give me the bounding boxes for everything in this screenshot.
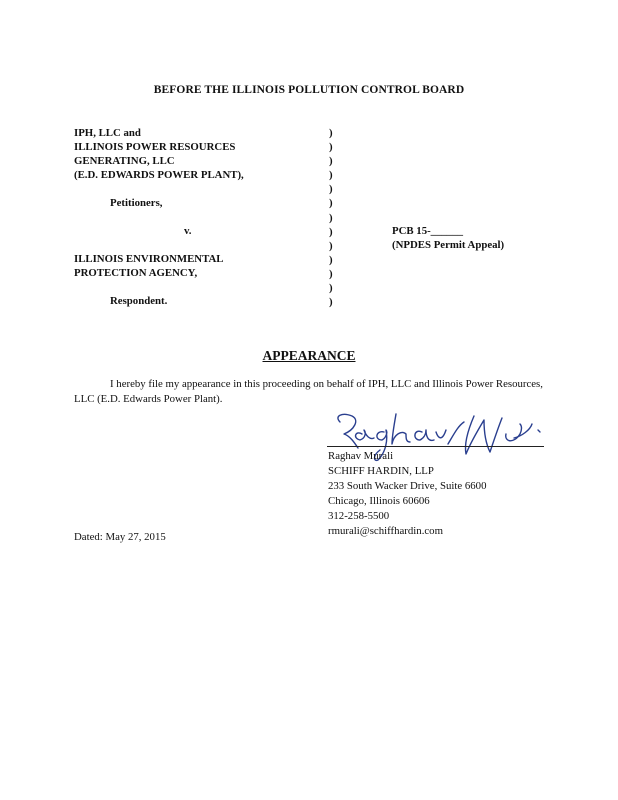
signature-block [328,449,486,539]
respondent-line-1: ILLINOIS ENVIRONMENTAL [74,253,224,265]
appearance-paragraph: I hereby file my appearance in this proceeding on behalf of IPH, LLC and Illinois Power Resources, LLC (E.D. Edwards Power Plant). [74,378,543,405]
firm-name: SCHIFF HARDIN, LLP [328,465,434,477]
address-line-1: 233 South Wacker Drive, Suite 6600 [328,480,487,492]
case-number: PCB 15-______ [392,225,464,237]
document-title: APPEARANCE [262,348,356,363]
email-address: rmurali@schiffhardin.com [328,525,443,537]
petitioners-label: Petitioners, [110,197,163,209]
attorney-name: Raghav Murali [328,450,394,462]
respondent-line-2: PROTECTION AGENCY, [74,267,198,279]
signature-line [327,446,544,447]
petitioner-line-4: (E.D. EDWARDS POWER PLANT), [74,169,244,181]
respondent-label: Respondent. [110,295,168,307]
dated-line: Dated: May 27, 2015 [74,531,166,543]
petitioner-line-3: GENERATING, LLC [74,155,175,167]
versus-label: v. [184,225,192,237]
petitioner-line-1: IPH, LLC and [74,127,141,139]
caption-parentheses: ) ) ) ) ) ) ) ) ) ) ) ) ) [329,127,333,309]
case-type: (NPDES Permit Appeal) [392,239,505,251]
phone-number: 312-258-5500 [328,510,390,522]
address-line-2: Chicago, Illinois 60606 [328,495,430,507]
petitioner-line-2: ILLINOIS POWER RESOURCES [74,141,236,153]
court-heading: BEFORE THE ILLINOIS POLLUTION CONTROL BOARD [153,84,465,96]
